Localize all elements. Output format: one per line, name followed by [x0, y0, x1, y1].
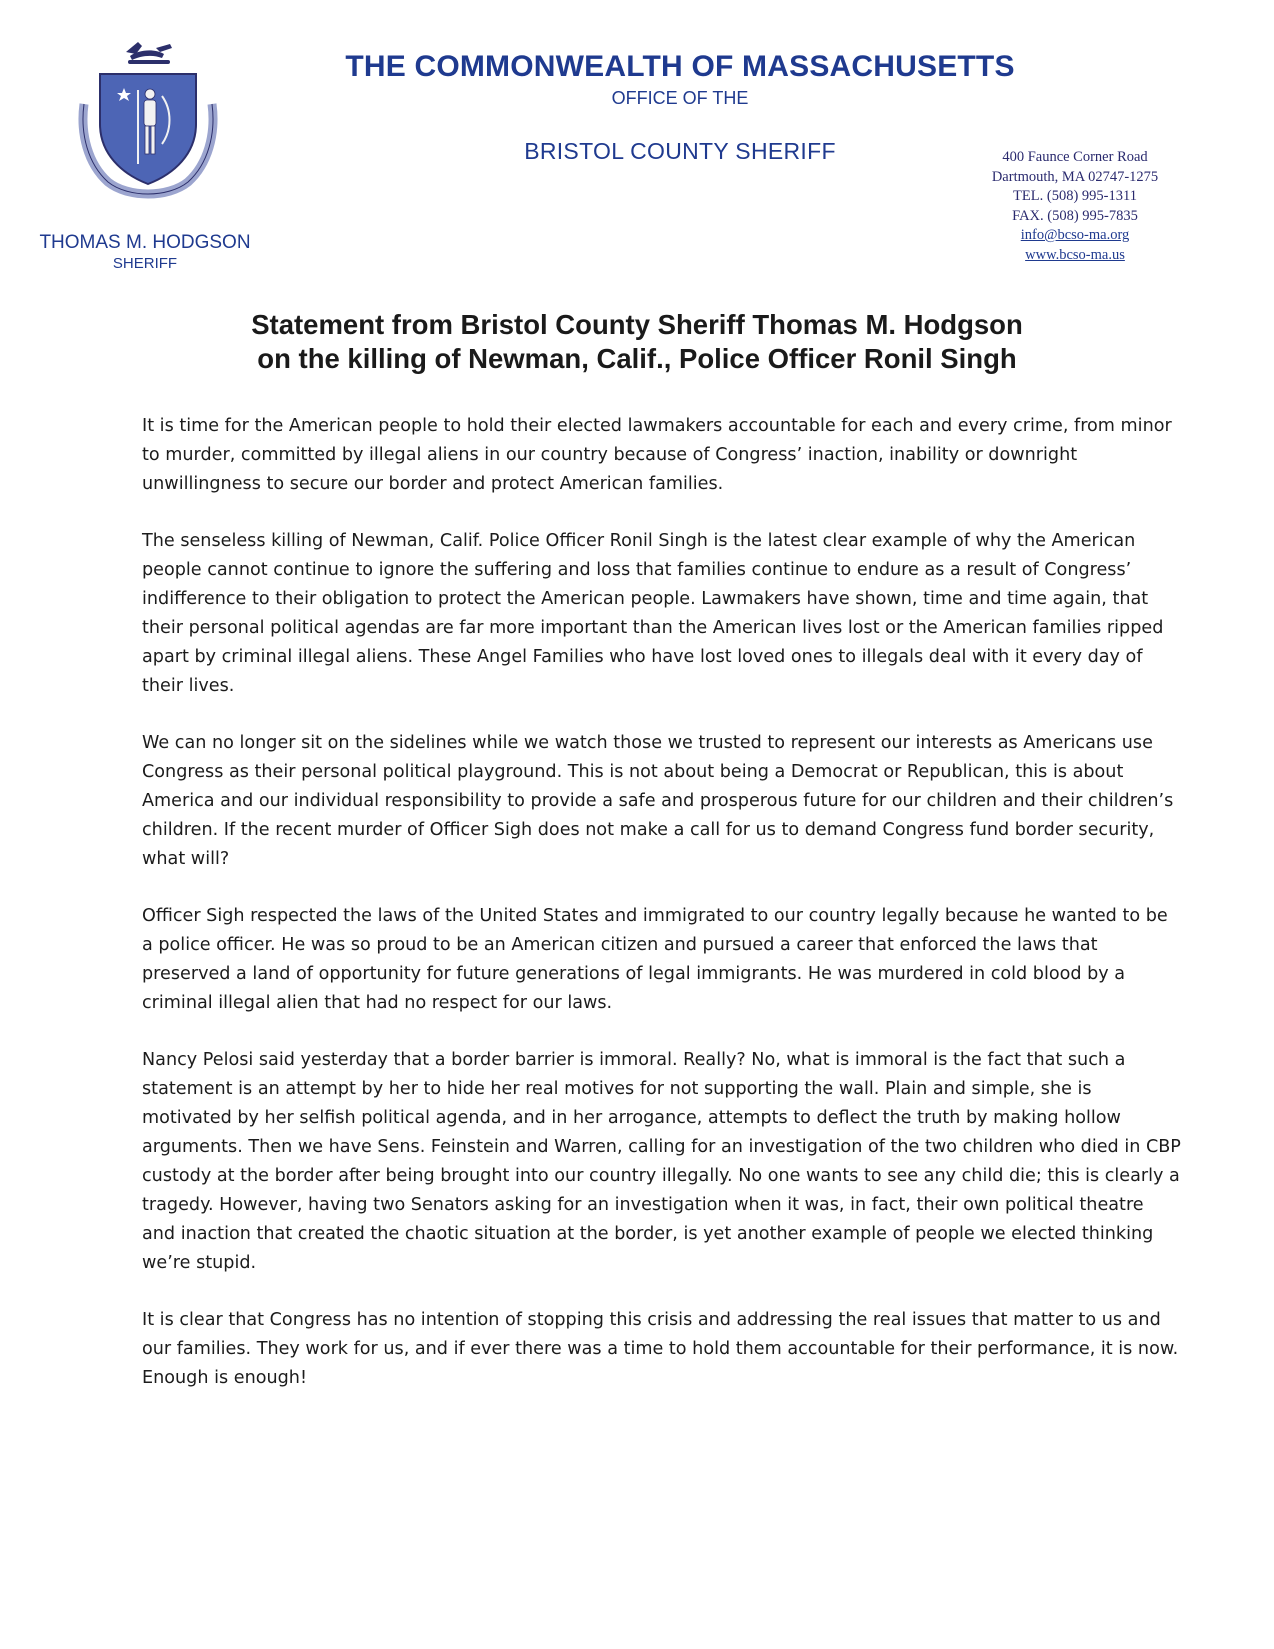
title-line-1: Statement from Bristol County Sheriff Thomas M. Hodgson: [251, 309, 1023, 340]
sheriff-name: THOMAS M. HODGSON: [39, 232, 251, 253]
address-street: 400 Faunce Corner Road: [1002, 149, 1148, 165]
statement-body: [142, 412, 1182, 1421]
website-link[interactable]: www.bcso-ma.us: [1025, 246, 1125, 263]
address-block: [960, 148, 1190, 265]
statement-title: [140, 308, 1134, 376]
paragraph: It is clear that Congress has no intention of stopping this crisis and addressing the real issues that matter to us and our families. They work for us, and if ever there was a time to hold them accountable for their performance, it is now. Enough is enough!: [142, 1310, 1179, 1388]
county-sheriff-heading: BRISTOL COUNTY SHERIFF: [524, 138, 836, 164]
paragraph: We can no longer sit on the sidelines while we watch those we trusted to represent our interests as Americans use Congress as their personal political playground. This is not about being a Democrat or Republican, this is about America and our individual responsibility to provide a safe and prosperous future for our children and their children’s children. If the recent murder of Officer Sigh does not make a call for us to demand Congress fund border security, what will?: [142, 733, 1174, 869]
address-tel: TEL. (508) 995-1311: [1013, 188, 1137, 204]
paragraph: Officer Sigh respected the laws of the United States and immigrated to our country legally because he wanted to be a police officer. He was so proud to be an American citizen and pursued a career that enforced the laws that preserved a land of opportunity for future generations of legal immigrants. He was murdered in cold blood by a criminal illegal alien that had no respect for our laws.: [142, 906, 1168, 1013]
paragraph: Nancy Pelosi said yesterday that a border barrier is immoral. Really? No, what is immoral is the fact that such a statement is an attempt by her to hide her real motives for not supporting the wall. Plain and simple, she is motivated by her selfish political agenda, and in her arrogance, attempts to deflect the truth by making hollow arguments. Then we have Sens. Feinstein and Warren, calling for an investigation of the two children who died in CBP custody at the border after being brought into our country illegally. No one wants to see any child die; this is clearly a tragedy. However, having two Senators asking for an investigation when it was, in fact, their own political theatre and inaction that created the chaotic situation at the border, is yet another example of people we elected thinking we’re stupid.: [142, 1050, 1181, 1273]
massachusetts-state-seal-icon: [78, 34, 218, 204]
office-of-label: OFFICE OF THE: [611, 88, 749, 108]
title-line-2: on the killing of Newman, Calif., Police Officer Ronil Singh: [257, 343, 1017, 374]
sheriff-title: SHERIFF: [112, 255, 178, 272]
email-link[interactable]: info@bcso-ma.org: [1020, 227, 1130, 243]
paragraph: The senseless killing of Newman, Calif. Police Officer Ronil Singh is the latest clear example of why the American people cannot continue to ignore the suffering and loss that families continue to endure as a result of Congress’ indifference to their obligation to protect the American people. Lawmakers have shown, time and time again, that their personal political agendas are far more important than the American lives lost or the American families ripped apart by criminal illegal aliens. These Angel Families who have lost loved ones to illegals deal with it every day of their lives.: [142, 531, 1164, 696]
address-city: Dartmouth, MA 02747-1275: [991, 168, 1159, 185]
commonwealth-heading: THE COMMONWEALTH OF MASSACHUSETTS: [345, 50, 1015, 83]
address-fax: FAX. (508) 995-7835: [1012, 207, 1138, 224]
paragraph: It is time for the American people to hold their elected lawmakers accountable for each and every crime, from minor to murder, committed by illegal aliens in our country because of Congress’ inaction, inability or downright unwillingness to secure our border and protect American families.: [142, 416, 1172, 494]
